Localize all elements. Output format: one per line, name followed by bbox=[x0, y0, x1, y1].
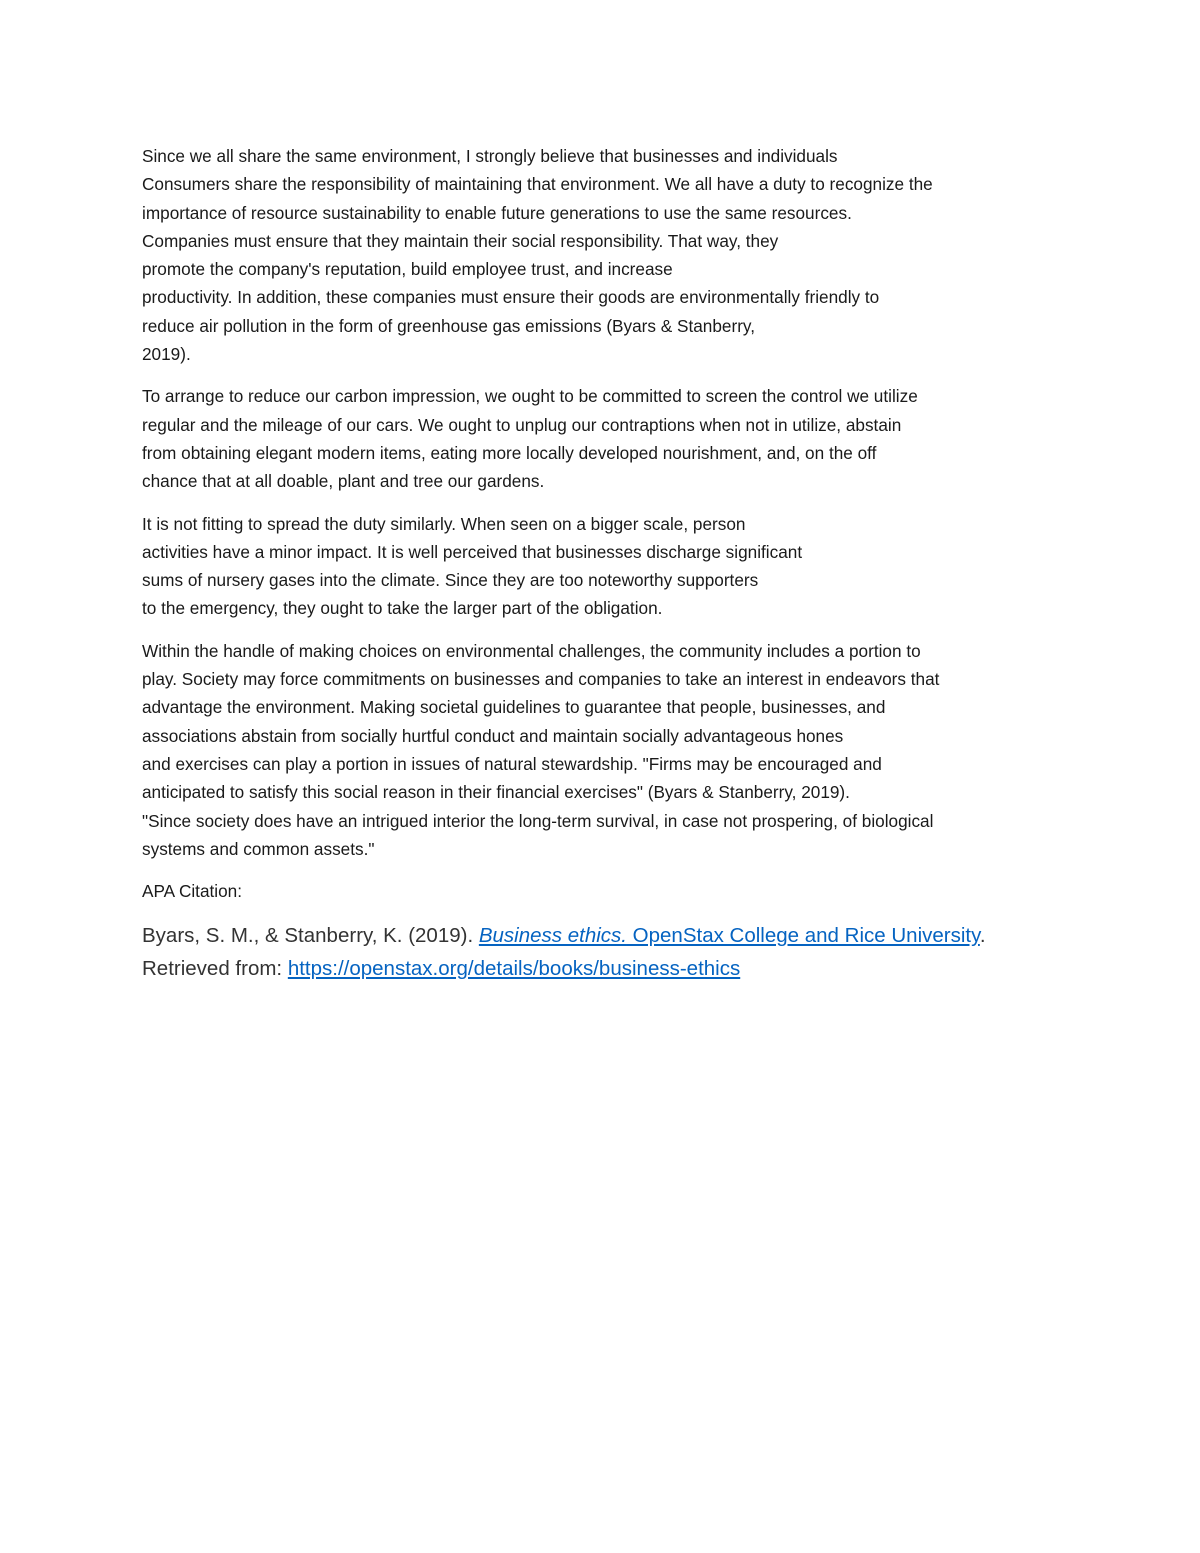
apa-citation-label: APA Citation: bbox=[142, 881, 242, 902]
text-line: reduce air pollution in the form of greenhouse gas emissions (Byars & Stanberry, bbox=[142, 315, 756, 336]
text-line: systems and common assets." bbox=[142, 838, 375, 859]
text-line: Companies must ensure that they maintain their social responsibility. That way, they bbox=[142, 230, 779, 251]
citation-authors: Byars, S. M., & Stanberry, K. (2019). bbox=[142, 924, 479, 948]
text-line: and exercises can play a portion in issues of natural stewardship. "Firms may be encouraged and bbox=[142, 753, 882, 774]
text-line: advantage the environment. Making societal guidelines to guarantee that people, businesses, and bbox=[142, 697, 886, 718]
paragraph-responsibility bbox=[142, 142, 1072, 368]
citation-end-punct: . bbox=[979, 924, 986, 948]
text-line: Since we all share the same environment, I strongly believe that businesses and individuals bbox=[142, 146, 838, 166]
text-line: Consumers share the responsibility of maintaining that environment. We all have a duty to recognize the bbox=[142, 174, 933, 195]
citation-url-link[interactable]: https://openstax.org/details/books/business-ethics bbox=[287, 957, 741, 981]
text-line: play. Society may force commitments on businesses and companies to take an interest in endeavors that bbox=[142, 669, 940, 690]
text-line: associations abstain from socially hurtful conduct and maintain socially advantageous hones bbox=[142, 725, 844, 746]
paragraph-duty bbox=[142, 510, 1072, 623]
text-line: regular and the mileage of our cars. We ought to unplug our contraptions when not in utilize, abstain bbox=[142, 414, 902, 435]
text-line: Within the handle of making choices on environmental challenges, the community includes a portion to bbox=[142, 640, 921, 661]
book-title-link[interactable]: Business ethics. bbox=[478, 924, 627, 948]
text-line: To arrange to reduce our carbon impression, we ought to be committed to screen the control we utilize bbox=[142, 386, 918, 407]
text-line: anticipated to satisfy this social reason in their financial exercises" (Byars & Stanberry, 2019). bbox=[142, 782, 850, 803]
text-line: to the emergency, they ought to take the larger part of the obligation. bbox=[142, 598, 663, 619]
text-line: 2019). bbox=[142, 344, 191, 365]
citation-line-2 bbox=[142, 952, 1072, 985]
text-line: chance that at all doable, plant and tree our gardens. bbox=[142, 471, 545, 492]
text-line: productivity. In addition, these companies must ensure their goods are environmentally friendly to bbox=[142, 287, 880, 308]
apa-citation bbox=[142, 919, 1072, 985]
document-page bbox=[142, 142, 1072, 985]
publisher-link[interactable]: OpenStax College and Rice University bbox=[626, 924, 980, 948]
text-line: promote the company's reputation, build employee trust, and increase bbox=[142, 259, 673, 280]
text-line: importance of resource sustainability to enable future generations to use the same resources. bbox=[142, 202, 852, 223]
text-line: "Since society does have an intrigued interior the long-term survival, in case not prospering, of biological bbox=[142, 810, 934, 831]
text-line: from obtaining elegant modern items, eating more locally developed nourishment, and, on the off bbox=[142, 442, 877, 463]
text-line: sums of nursery gases into the climate. Since they are too noteworthy supporters bbox=[142, 570, 759, 591]
text-line: It is not fitting to spread the duty similarly. When seen on a bigger scale, person bbox=[142, 513, 746, 534]
paragraph-carbon-footprint bbox=[142, 382, 1072, 495]
retrieved-label: Retrieved from: bbox=[142, 957, 288, 981]
text-line: activities have a minor impact. It is well perceived that businesses discharge significant bbox=[142, 541, 803, 562]
citation-line-1 bbox=[142, 919, 1072, 952]
paragraph-community bbox=[142, 637, 1072, 863]
